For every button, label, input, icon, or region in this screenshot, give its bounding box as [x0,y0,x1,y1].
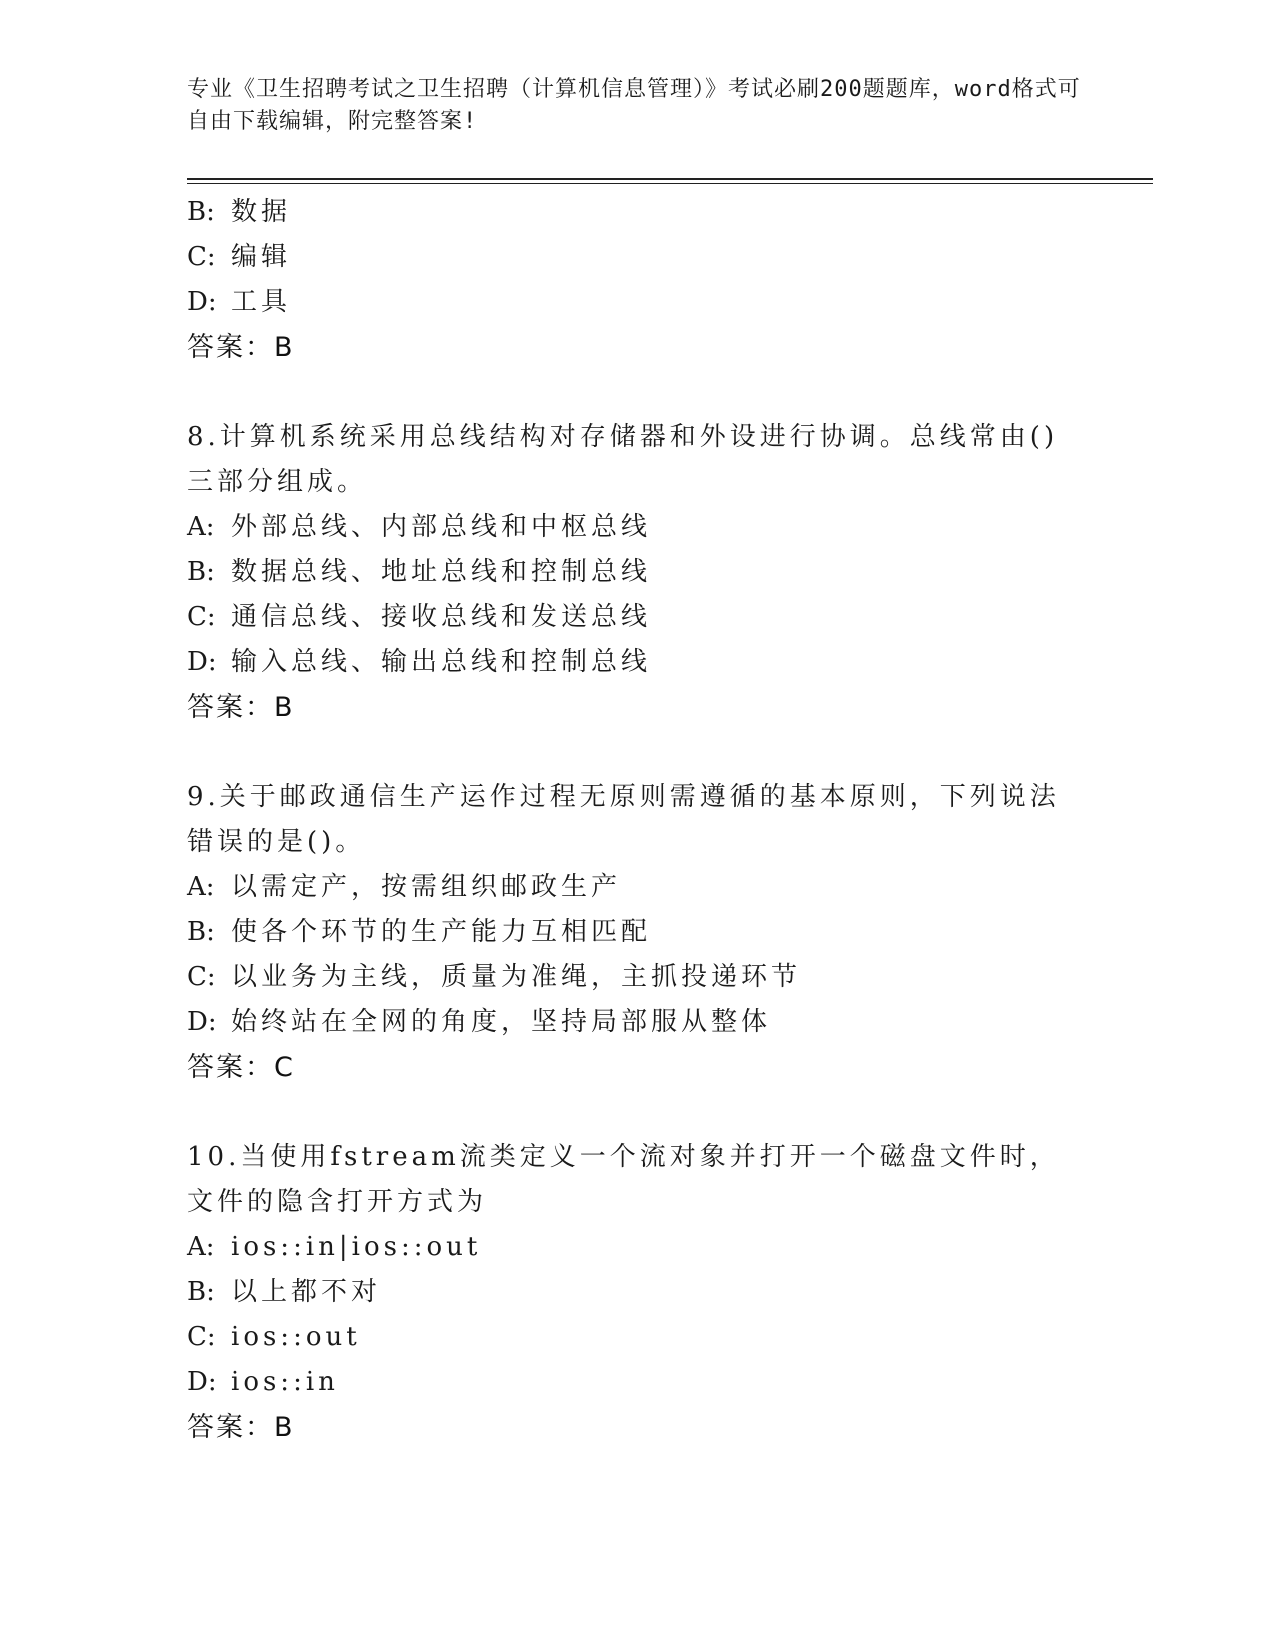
option-letter: A: [187,872,215,902]
question-text: 10.当使用fstream流类定义一个流对象并打开一个磁盘文件时，文件的隐含打开方式为 [187,1142,1060,1217]
answer-line: 答案：B [187,1412,295,1443]
option-letter: C: [187,1322,216,1352]
option-letter: D: [187,287,217,317]
question-list [187,190,1087,1450]
option-b [187,190,1087,235]
option-letter: C: [187,602,216,632]
option-text: ios::out [231,1322,361,1352]
spacer [187,370,1087,415]
option-letter: C: [187,962,216,992]
option-text: 工具 [231,287,292,317]
option-letter: A: [187,1232,215,1262]
document-header: 专业《卫生招聘考试之卫生招聘（计算机信息管理）》考试必刷200题题库，word格式可自由下载编辑，附完整答案! [187,77,1081,134]
option-letter: B: [187,917,215,947]
option-letter: B: [187,197,215,227]
question-text: 9.关于邮政通信生产运作过程无原则需遵循的基本原则，下列说法错误的是()。 [187,782,1060,857]
question-9 [187,775,1087,1090]
header-divider-thin [187,183,1153,184]
option-b [187,1270,1087,1315]
option-letter: D: [187,1007,217,1037]
option-c [187,595,1087,640]
header-divider-thick [187,178,1153,180]
option-letter: C: [187,242,216,272]
option-text: 编辑 [231,242,292,272]
spacer [187,1090,1087,1135]
option-letter: B: [187,1277,215,1307]
option-letter: A: [187,512,215,542]
option-text: ios::in [231,1367,339,1397]
option-text: 通信总线、接收总线和发送总线 [231,602,652,632]
option-text: 始终站在全网的角度，坚持局部服从整体 [231,1007,772,1037]
answer-line: 答案：C [187,1052,295,1083]
option-letter: D: [187,1367,217,1397]
answer-line: 答案：B [187,332,295,363]
option-a [187,1225,1087,1270]
option-c [187,955,1087,1000]
option-d [187,1360,1087,1405]
option-text: 以上都不对 [231,1277,382,1307]
option-a [187,865,1087,910]
question-10 [187,1135,1087,1450]
question-8 [187,415,1087,730]
option-text: 使各个环节的生产能力互相匹配 [231,917,652,947]
option-d [187,1000,1087,1045]
option-c [187,235,1087,280]
option-letter: D: [187,647,217,677]
answer-line: 答案：B [187,692,295,723]
option-d [187,280,1087,325]
option-c [187,1315,1087,1360]
option-a [187,505,1087,550]
option-b [187,910,1087,955]
option-b [187,550,1087,595]
option-text: 外部总线、内部总线和中枢总线 [231,512,652,542]
option-text: 输入总线、输出总线和控制总线 [231,647,652,677]
question-7-continued [187,190,1087,370]
option-text: 以需定产，按需组织邮政生产 [231,872,622,902]
question-text: 8.计算机系统采用总线结构对存储器和外设进行协调。总线常由()三部分组成。 [187,422,1059,497]
option-text: 数据总线、地址总线和控制总线 [231,557,652,587]
option-text: ios::in|ios::out [231,1232,482,1262]
option-text: 以业务为主线，质量为准绳，主抓投递环节 [231,962,802,992]
option-text: 数据 [231,197,292,227]
option-letter: B: [187,557,215,587]
spacer [187,730,1087,775]
option-d [187,640,1087,685]
